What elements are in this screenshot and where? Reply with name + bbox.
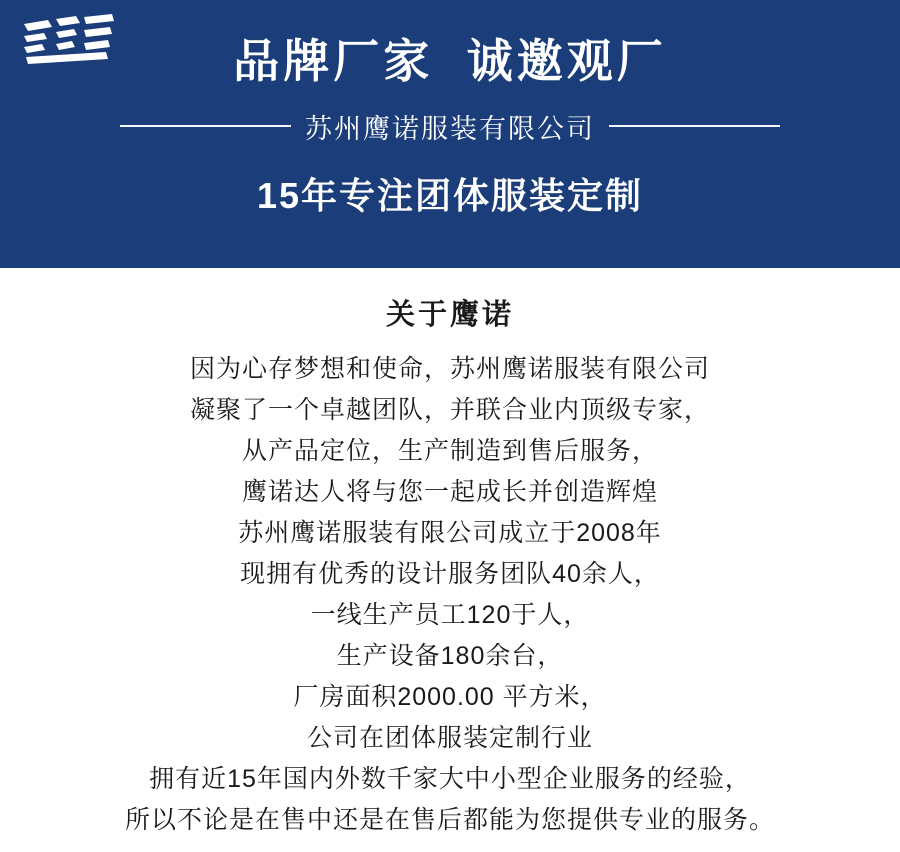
about-line: 从产品定位，生产制造到售后服务， <box>241 437 658 465</box>
about-title: 关于鹰诺 <box>385 299 514 331</box>
about-line: 现拥有优秀的设计服务团队40余人， <box>240 560 660 588</box>
about-line: 一线生产员工120于人， <box>310 601 590 629</box>
about-line: 所以不论是在售中还是在售后都能为您提供专业的服务。 <box>124 806 775 834</box>
about-line: 凝聚了一个卓越团队，并联合业内顶级专家， <box>189 396 710 424</box>
banner-tagline: 15年专注团体服装定制 <box>256 174 644 216</box>
company-name: 苏州鹰诺服装有限公司 <box>305 113 595 144</box>
banner-headline: 品牌厂家 诚邀观厂 <box>233 35 667 87</box>
about-line: 鹰诺达人将与您一起成长并创造辉煌 <box>241 478 658 506</box>
about-body <box>0 349 900 841</box>
about-line: 公司在团体服装定制行业 <box>306 724 593 752</box>
about-line: 生产设备180余台， <box>336 642 564 670</box>
about-line: 苏州鹰诺服装有限公司成立于2008年 <box>238 519 662 547</box>
about-line: 厂房面积2000.00 平方米， <box>293 683 607 711</box>
about-line: 因为心存梦想和使命，苏州鹰诺服装有限公司 <box>189 355 710 383</box>
brand-logo <box>18 14 118 68</box>
banner-subtitle-row <box>120 107 780 146</box>
about-line: 拥有近15年国内外数千家大中小型企业服务的经验， <box>149 765 751 793</box>
divider-left <box>120 125 291 127</box>
about-section <box>0 268 900 841</box>
hero-banner <box>0 0 900 268</box>
divider-right <box>609 125 780 127</box>
